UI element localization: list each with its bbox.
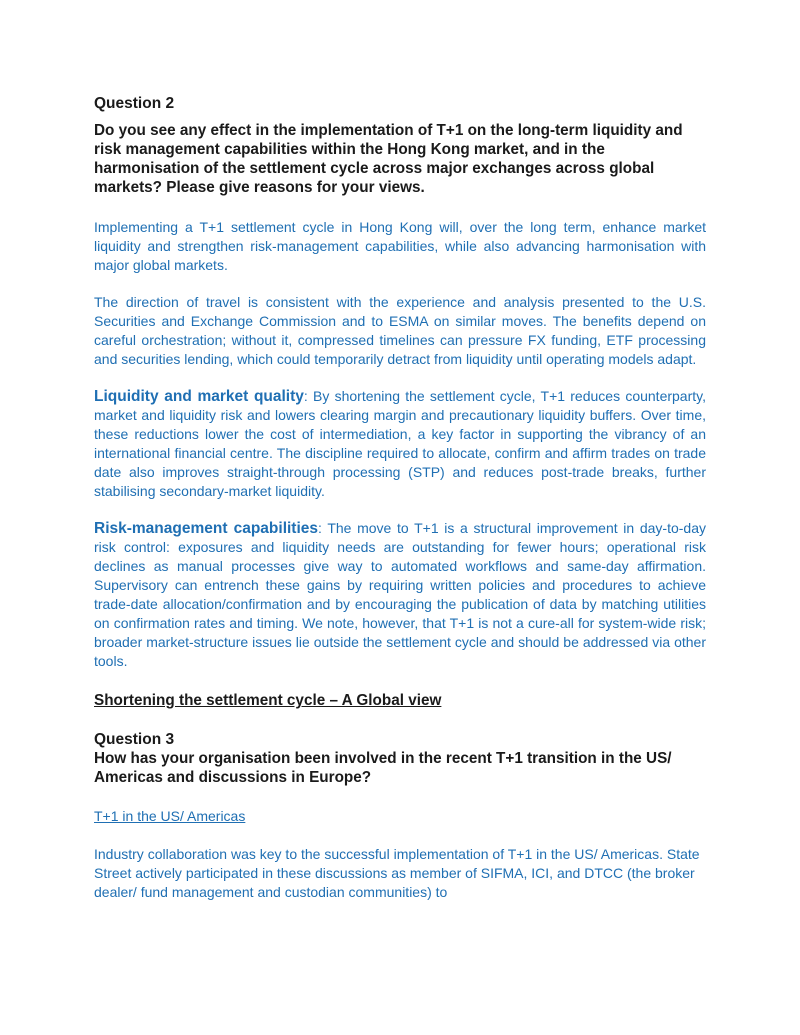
document-page <box>94 94 706 902</box>
question-3-text: How has your organisation been involved in the recent T+1 transition in the US/ Americas and discussions in Europe? <box>94 750 672 786</box>
liquidity-heading: Liquidity and market quality <box>94 388 304 405</box>
risk-heading: Risk-management capabilities <box>94 520 319 537</box>
answer-2-paragraph-2: The direction of travel is consistent with the experience and analysis presented to the U.S. Securities and Exchange Commission and to ESMA on similar moves. The benefits depend on careful orchestration; without it, compressed timelines can pressure FX funding, ETF processing and securities lending, which could temporarily detract from liquidity until operating models adapt. <box>94 294 706 367</box>
question-2-text: Do you see any effect in the implementation of T+1 on the long-term liquidity and risk management capabilities within the Hong Kong market, and in the harmonisation of the settlement cycle across major exchanges across global markets? Please give reasons for your views. <box>94 122 683 196</box>
answer-3-paragraph-1: Industry collaboration was key to the successful implementation of T+1 in the US/ Americas. State Street actively participated in these discussions as member of SIFMA, ICI, and DTCC (the broker dealer/ fund management and custodian communities) to <box>94 846 700 900</box>
question-3-label: Question 3 <box>94 731 175 748</box>
risk-paragraph <box>94 519 706 671</box>
liquidity-paragraph <box>94 387 706 501</box>
us-americas-subheading: T+1 in the US/ Americas <box>94 808 246 824</box>
question-2-label: Question 2 <box>94 95 175 112</box>
risk-body: : The move to T+1 is a structural improvement in day-to-day risk control: exposures and liquidity needs are outstanding for fewer hours; operational risk declines as manual processes give way to automated workflows and same-day affirmation. Supervisory can entrench these gains by requiring written policies and procedures to achieve trade-date allocation/confirmation and by encouraging the publication of data by matching utilities on confirmation rates and timing. We note, however, that T+1 is not a cure-all for system-wide risk; broader market-structure issues lie outside the settlement cycle and should be addressed via other tools. <box>94 520 706 669</box>
section-title: Shortening the settlement cycle – A Global view <box>94 692 442 709</box>
answer-2-paragraph-1: Implementing a T+1 settlement cycle in Hong Kong will, over the long term, enhance market liquidity and strengthen risk-management capabilities, while also advancing harmonisation with major global markets. <box>94 219 706 273</box>
liquidity-body: : By shortening the settlement cycle, T+1 reduces counterparty, market and liquidity risk and lowers clearing margin and precautionary liquidity buffers. Over time, these reductions lower the cost of intermediation, a key factor in supporting the vibrancy of an international financial centre. The discipline required to allocate, confirm and affirm trades on trade date also improves straight-through processing (STP) and reduces post-trade breaks, further stabilising secondary-market liquidity. <box>94 388 706 499</box>
